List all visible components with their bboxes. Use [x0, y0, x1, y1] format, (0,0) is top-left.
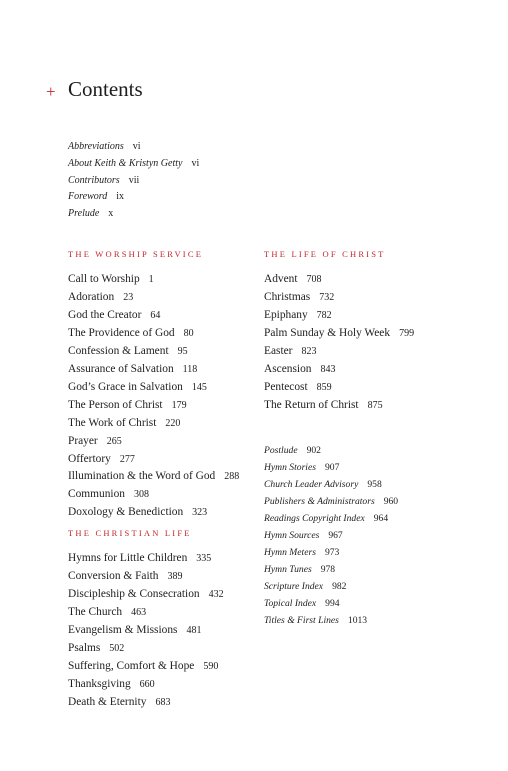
- toc-entry: [68, 156, 199, 173]
- toc-entry-page-number: 80: [183, 327, 194, 339]
- toc-entry-label: Hymn Stories: [264, 461, 316, 473]
- toc-entry: [68, 361, 239, 379]
- toc-entry: [68, 173, 199, 190]
- toc-entry-page-number: 265: [106, 435, 122, 447]
- toc-entry: [68, 622, 224, 640]
- toc-entry-label: Hymn Meters: [264, 546, 316, 558]
- toc-entry-label: Prayer: [68, 434, 98, 447]
- toc-entry-label: The Return of Christ: [264, 398, 359, 411]
- toc-entry: [264, 343, 414, 361]
- toc-entry-page-number: 859: [316, 381, 332, 393]
- toc-entry-label: Evangelism & Missions: [68, 623, 178, 636]
- toc-entry-label: Hymn Sources: [264, 529, 320, 541]
- toc-entry-label: About Keith & Kristyn Getty: [68, 157, 183, 169]
- toc-entry: [264, 460, 398, 477]
- toc-entry: [68, 415, 239, 433]
- christian-life-list: [68, 550, 224, 712]
- toc-entry: [264, 494, 398, 511]
- toc-entry-label: Titles & First Lines: [264, 614, 339, 626]
- toc-entry: [68, 468, 239, 486]
- toc-entry: [68, 604, 224, 622]
- toc-entry-label: Hymns for Little Children: [68, 552, 188, 564]
- toc-entry-page-number: vi: [132, 141, 141, 152]
- toc-entry: [68, 568, 224, 586]
- toc-entry: [68, 586, 224, 604]
- toc-entry-label: Church Leader Advisory: [264, 478, 359, 490]
- toc-entry-page-number: 823: [301, 345, 317, 357]
- toc-entry: [68, 289, 239, 307]
- toc-entry-page-number: vi: [191, 157, 200, 169]
- toc-entry-label: Doxology & Benediction: [68, 506, 184, 519]
- toc-entry-label: Easter: [264, 344, 293, 357]
- toc-entry-label: Adoration: [68, 290, 115, 303]
- toc-entry-label: Palm Sunday & Holy Week: [264, 326, 391, 339]
- toc-entry-page-number: 964: [373, 512, 389, 524]
- toc-entry: [264, 545, 398, 562]
- toc-entry-page-number: 277: [119, 453, 135, 465]
- toc-entry: [264, 477, 398, 494]
- worship-service-list: [68, 271, 239, 522]
- toc-entry-page-number: 308: [133, 489, 149, 501]
- toc-entry-page-number: 978: [320, 563, 336, 575]
- page-title: Contents: [68, 77, 143, 101]
- toc-entry-page-number: 843: [320, 363, 336, 375]
- toc-entry: [68, 325, 239, 343]
- toc-entry-label: Contributors: [68, 174, 120, 186]
- toc-entry-page-number: 220: [165, 417, 181, 429]
- toc-entry-page-number: 875: [367, 399, 383, 411]
- toc-entry-page-number: 799: [399, 327, 415, 339]
- cross-icon: +: [46, 82, 56, 101]
- toc-entry-page-number: 902: [306, 445, 321, 456]
- toc-entry-page-number: 732: [319, 291, 335, 303]
- toc-entry-page-number: 64: [150, 309, 161, 321]
- toc-entry-page-number: 118: [182, 363, 198, 375]
- toc-entry-label: Psalms: [68, 641, 101, 654]
- toc-entry: [68, 206, 199, 223]
- toc-entry-page-number: 335: [196, 553, 212, 564]
- toc-entry: [68, 694, 224, 712]
- life-of-christ-list: [264, 271, 414, 415]
- toc-entry: [68, 379, 239, 397]
- toc-entry-page-number: 1013: [347, 614, 368, 626]
- toc-entry-label: Confession & Lament: [68, 344, 169, 357]
- toc-entry-page-number: 982: [332, 580, 347, 592]
- toc-entry: [68, 189, 199, 206]
- toc-entry-page-number: 907: [324, 461, 340, 473]
- toc-entry-page-number: 432: [208, 588, 224, 600]
- toc-entry-page-number: ix: [116, 191, 125, 203]
- toc-entry-label: God the Creator: [68, 308, 142, 321]
- toc-entry-page-number: 967: [328, 529, 343, 541]
- toc-entry: [264, 528, 398, 545]
- toc-entry-page-number: 958: [367, 478, 382, 490]
- toc-entry: [264, 397, 414, 415]
- toc-entry-page-number: 288: [224, 471, 240, 483]
- toc-entry: [264, 443, 398, 460]
- toc-entry-page-number: 502: [109, 642, 125, 654]
- toc-entry-label: The Person of Christ: [68, 398, 163, 411]
- toc-entry: [264, 289, 414, 307]
- toc-entry-label: Advent: [264, 273, 298, 285]
- front-matter-list: [68, 139, 199, 223]
- toc-entry-page-number: 660: [139, 678, 155, 690]
- toc-entry-page-number: 323: [192, 507, 208, 519]
- toc-entry: [68, 504, 239, 522]
- toc-entry-label: Readings Copyright Index: [264, 512, 365, 524]
- toc-entry-page-number: 960: [383, 495, 399, 507]
- toc-entry: [264, 613, 398, 630]
- toc-entry-label: Offertory: [68, 452, 111, 465]
- section-heading-worship-service: THE WORSHIP SERVICE: [68, 249, 204, 259]
- section-heading-christian-life: THE CHRISTIAN LIFE: [68, 528, 192, 538]
- toc-entry-label: Ascension: [264, 362, 312, 375]
- toc-entry-label: Illumination & the Word of God: [68, 470, 216, 483]
- toc-entry: [264, 379, 414, 397]
- toc-entry-label: Christmas: [264, 290, 311, 303]
- toc-entry-page-number: 145: [191, 381, 207, 393]
- toc-entry: [68, 433, 239, 451]
- toc-entry: [68, 271, 239, 289]
- toc-entry: [68, 640, 224, 658]
- toc-entry-page-number: 481: [186, 624, 202, 636]
- toc-entry-label: The Work of Christ: [68, 416, 157, 429]
- toc-entry: [68, 550, 224, 568]
- toc-entry-page-number: 590: [203, 660, 219, 672]
- toc-entry: [264, 511, 398, 528]
- toc-entry-label: Thanksgiving: [68, 677, 131, 690]
- toc-entry-label: The Church: [68, 605, 123, 618]
- toc-entry-page-number: 782: [316, 309, 332, 321]
- toc-entry: [264, 271, 414, 289]
- toc-entry: [68, 451, 239, 469]
- toc-entry-page-number: 973: [324, 546, 340, 558]
- toc-entry-page-number: 683: [155, 696, 171, 708]
- toc-entry-label: God’s Grace in Salvation: [68, 380, 183, 393]
- toc-entry-page-number: 1: [148, 274, 154, 285]
- toc-entry-page-number: 463: [131, 606, 147, 618]
- toc-entry-label: Topical Index: [264, 597, 317, 609]
- toc-entry-label: Postlude: [264, 445, 298, 456]
- toc-entry: [68, 139, 199, 156]
- toc-entry-label: Assurance of Salvation: [68, 362, 174, 375]
- toc-entry-label: Prelude: [68, 208, 100, 220]
- toc-entry: [68, 658, 224, 676]
- toc-entry-label: Publishers & Administrators: [264, 495, 375, 507]
- toc-entry: [68, 486, 239, 504]
- toc-entry-label: Epiphany: [264, 308, 308, 321]
- toc-entry-page-number: 23: [123, 291, 134, 303]
- toc-entry: [264, 596, 398, 613]
- toc-entry-label: Call to Worship: [68, 273, 140, 285]
- toc-entry-label: Pentecost: [264, 380, 308, 393]
- toc-entry: [264, 579, 398, 596]
- toc-entry-label: Foreword: [68, 191, 108, 203]
- toc-entry-label: Scripture Index: [264, 580, 324, 592]
- toc-entry: [68, 343, 239, 361]
- toc-entry: [68, 676, 224, 694]
- toc-entry-page-number: vii: [128, 174, 140, 186]
- toc-entry-label: Death & Eternity: [68, 695, 147, 708]
- toc-entry-page-number: x: [108, 208, 114, 220]
- back-matter-list: [264, 443, 398, 629]
- toc-entry: [264, 361, 414, 379]
- toc-entry-page-number: 179: [171, 399, 187, 411]
- toc-entry-page-number: 95: [177, 345, 188, 357]
- toc-entry-label: Conversion & Faith: [68, 569, 159, 582]
- section-heading-life-of-christ: THE LIFE OF CHRIST: [264, 249, 386, 259]
- toc-entry-label: Discipleship & Consecration: [68, 587, 200, 600]
- toc-entry-page-number: 389: [167, 570, 183, 582]
- toc-entry-label: Suffering, Comfort & Hope: [68, 659, 195, 672]
- toc-entry: [264, 307, 414, 325]
- toc-entry-label: Communion: [68, 488, 125, 501]
- toc-entry: [264, 325, 414, 343]
- toc-entry-label: Hymn Tunes: [264, 563, 312, 575]
- toc-entry-label: Abbreviations: [68, 141, 124, 152]
- toc-entry: [264, 562, 398, 579]
- toc-entry-page-number: 708: [306, 274, 322, 285]
- toc-entry: [68, 307, 239, 325]
- toc-entry-label: The Providence of God: [68, 326, 175, 339]
- toc-entry: [68, 397, 239, 415]
- toc-entry-page-number: 994: [325, 597, 340, 609]
